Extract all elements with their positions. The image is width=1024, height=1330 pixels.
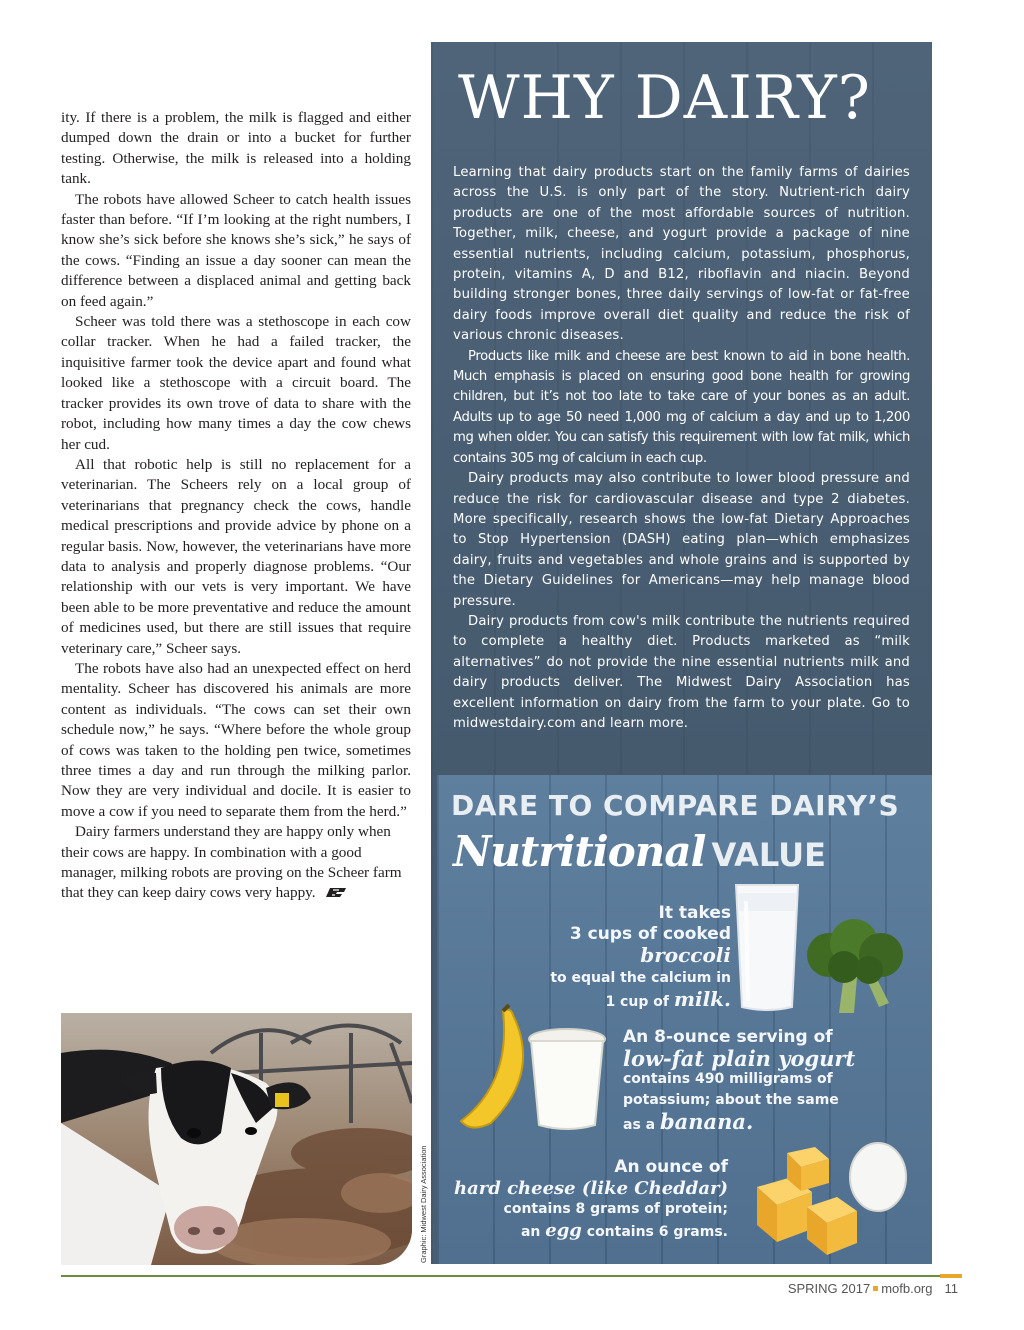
article-column [61, 108, 411, 904]
fact-cheese-line3: contains 8 grams of protein; [503, 1201, 728, 1217]
article-paragraph: Dairy farmers understand they are happy only when their cows are happy. In combination with a good manager, milking robots are proving on the Scheer farm that they can keep dairy cows very happy. [61, 823, 402, 902]
fact-broccoli-script: broccoli [640, 943, 731, 967]
dairy-infographic [437, 775, 932, 1264]
fact-broccoli-line1: It takes [658, 903, 731, 923]
article-paragraph: All that robotic help is still no replacement for a veterinarian. The Scheers rely on a local group of veterinarians that pregnancy check the cows, handle medical prescriptions and provide advice by phone on a regular basis. Now, however, the veterinarians have more data to analysis and properly diagnose problems. “Our relationship with our vets is very important. We have been able to be more preventative and reduce the amount of medicines used, but there are still issues that require veterinary care,” Scheer says. [61, 455, 411, 657]
panel-body [453, 163, 910, 734]
page-number: 11 [944, 1281, 958, 1296]
fact-cheese-line4-post: contains 6 grams. [586, 1224, 728, 1240]
broccoli-icon [799, 915, 909, 1015]
fact-yogurt-line5-pre: as a [623, 1117, 656, 1133]
fact-yogurt-line4: potassium; about the same [623, 1092, 839, 1108]
fact-cheese-line1: An ounce of [614, 1157, 728, 1177]
fact-cheese-script: hard cheese (like Cheddar) [454, 1178, 728, 1199]
article-paragraph-last [61, 822, 411, 904]
article-paragraph: The robots have allowed Scheer to catch health issues faster than before. “If I’m looking at the right numbers, I know she’s sick before she knows she’s sick,” he says of the cows. “Finding an issue a day sooner can mean the difference between a displaced animal and getting back on feed again.” [61, 190, 411, 310]
fact-broccoli [481, 903, 731, 1013]
infographic-value-word: VALUE [711, 836, 826, 874]
footer-issue: SPRING 2017 [787, 1281, 871, 1296]
cow-photo [61, 1013, 412, 1265]
panel-paragraph: Dairy products from cow's milk contribute the nutrients required to complete a healthy diet. Products marketed as “milk alternatives” do not provide the nine essential nutrients milk and dairy products deliver. The Midwest Dairy Association has excellent information on dairy from the farm to your plate. Go to midwestdairy.com and learn more. [453, 613, 910, 731]
farm-bureau-end-mark-icon [324, 887, 348, 898]
panel-paragraph: Dairy products may also contribute to lower blood pressure and reduce the risk for cardiovascular disease and type 2 diabetes. More specifically, research shows the low-fat Dietary Approaches to Stop Hypertension (DASH) eating plan—which emphasizes dairy, fruits and vegetables and whole grains and is supported by the Dietary Guidelines for Americans—may help manage blood pressure. [453, 471, 910, 609]
fact-yogurt-line3: contains 490 milligrams of [623, 1071, 833, 1087]
infographic-script-word: Nutritional [453, 827, 706, 876]
milk-glass-icon [732, 881, 802, 1013]
fact-yogurt-script: low-fat plain yogurt [623, 1046, 856, 1071]
panel-paragraph: Learning that dairy products start on the family farms of dairies across the U.S. is only part of the story. Nutrient-rich dairy products are one of the most affordable sources of nutrition. Together, milk, cheese, and yogurt provide a package of nine essential nutrients, including calcium, potassium, phosphorus, protein, vitamins A, D and B12, riboflavin and niacin. Beyond building stronger bones, three daily servings of low-fat or fat-free dairy foods improve overall diet quality and reduce the risk of various chronic diseases. [453, 165, 910, 344]
fact-broccoli-line3: to equal the calcium in [550, 970, 731, 986]
fact-yogurt-line1: An 8-ounce serving of [623, 1027, 833, 1047]
egg-icon [847, 1137, 909, 1213]
fact-egg-script: egg [545, 1220, 582, 1241]
fact-broccoli-line2 [481, 924, 731, 968]
fact-yogurt [623, 1027, 863, 1136]
article-paragraph: Scheer was told there was a stethoscope in each cow collar tracker. When he had a failed tracker, the inquisitive farmer took the device apart and found what looked like a stethoscope with a circuit board. The tracker provides its own trove of data to share with the robot, including how many times a day the cow chews her cud. [61, 313, 411, 453]
panel-paragraph: Products like milk and cheese are best known to aid in bone health. Much emphasis is placed on ensuring good bone health for growing children, but it’s not too late to take care of your bones as an adult. Adults up to age 50 need 1,000 mg of calcium a day and up to 1,200 mg when older. You can satisfy this requirement with low fat milk, which contains 305 mg of calcium in each cup. [453, 348, 910, 466]
article-paragraph: ity. If there is a problem, the milk is flagged and either dumped down the drain or into a bucket for further testing. Otherwise, the milk is released into a holding tank. [61, 109, 411, 188]
fact-broccoli-line4-pre: 1 cup of [605, 994, 669, 1010]
panel-title: WHY DAIRY? [458, 63, 871, 133]
fact-milk-script: milk. [673, 987, 731, 1011]
footer-accent-tab [940, 1274, 962, 1278]
page-footer [788, 1281, 958, 1296]
fact-yogurt-line5 [623, 1111, 863, 1136]
fact-cheese-line4 [453, 1220, 728, 1243]
footer-square-icon [873, 1286, 878, 1291]
infographic-subheadline [453, 827, 923, 876]
fact-banana-script: banana. [659, 1109, 754, 1134]
fact-broccoli-line2-pre: 3 cups of cooked [569, 924, 731, 944]
article-paragraph: The robots have also had an unexpected effect on herd mentality. Scheer has discovered his animals are more content as individuals. “The cows can set their own schedule now,” he says. “Where before the whole group of cows was taken to the holding pen twice, sometimes three times a day and run through the milking parlor. Now they are very individual and docile. It is easier to move a cow if you need to separate them from the herd.” [61, 659, 411, 820]
infographic-headline: DARE TO COMPARE DAIRY’S [451, 789, 900, 822]
yogurt-cup-icon [527, 1027, 607, 1132]
graphic-credit: Graphic: Midwest Dairy Association [419, 1145, 428, 1263]
footer-site-link[interactable]: mofb.org [881, 1281, 933, 1296]
fact-cheese [453, 1157, 728, 1243]
footer-rule [61, 1275, 962, 1277]
fact-cheese-line4-pre: an [520, 1224, 541, 1240]
